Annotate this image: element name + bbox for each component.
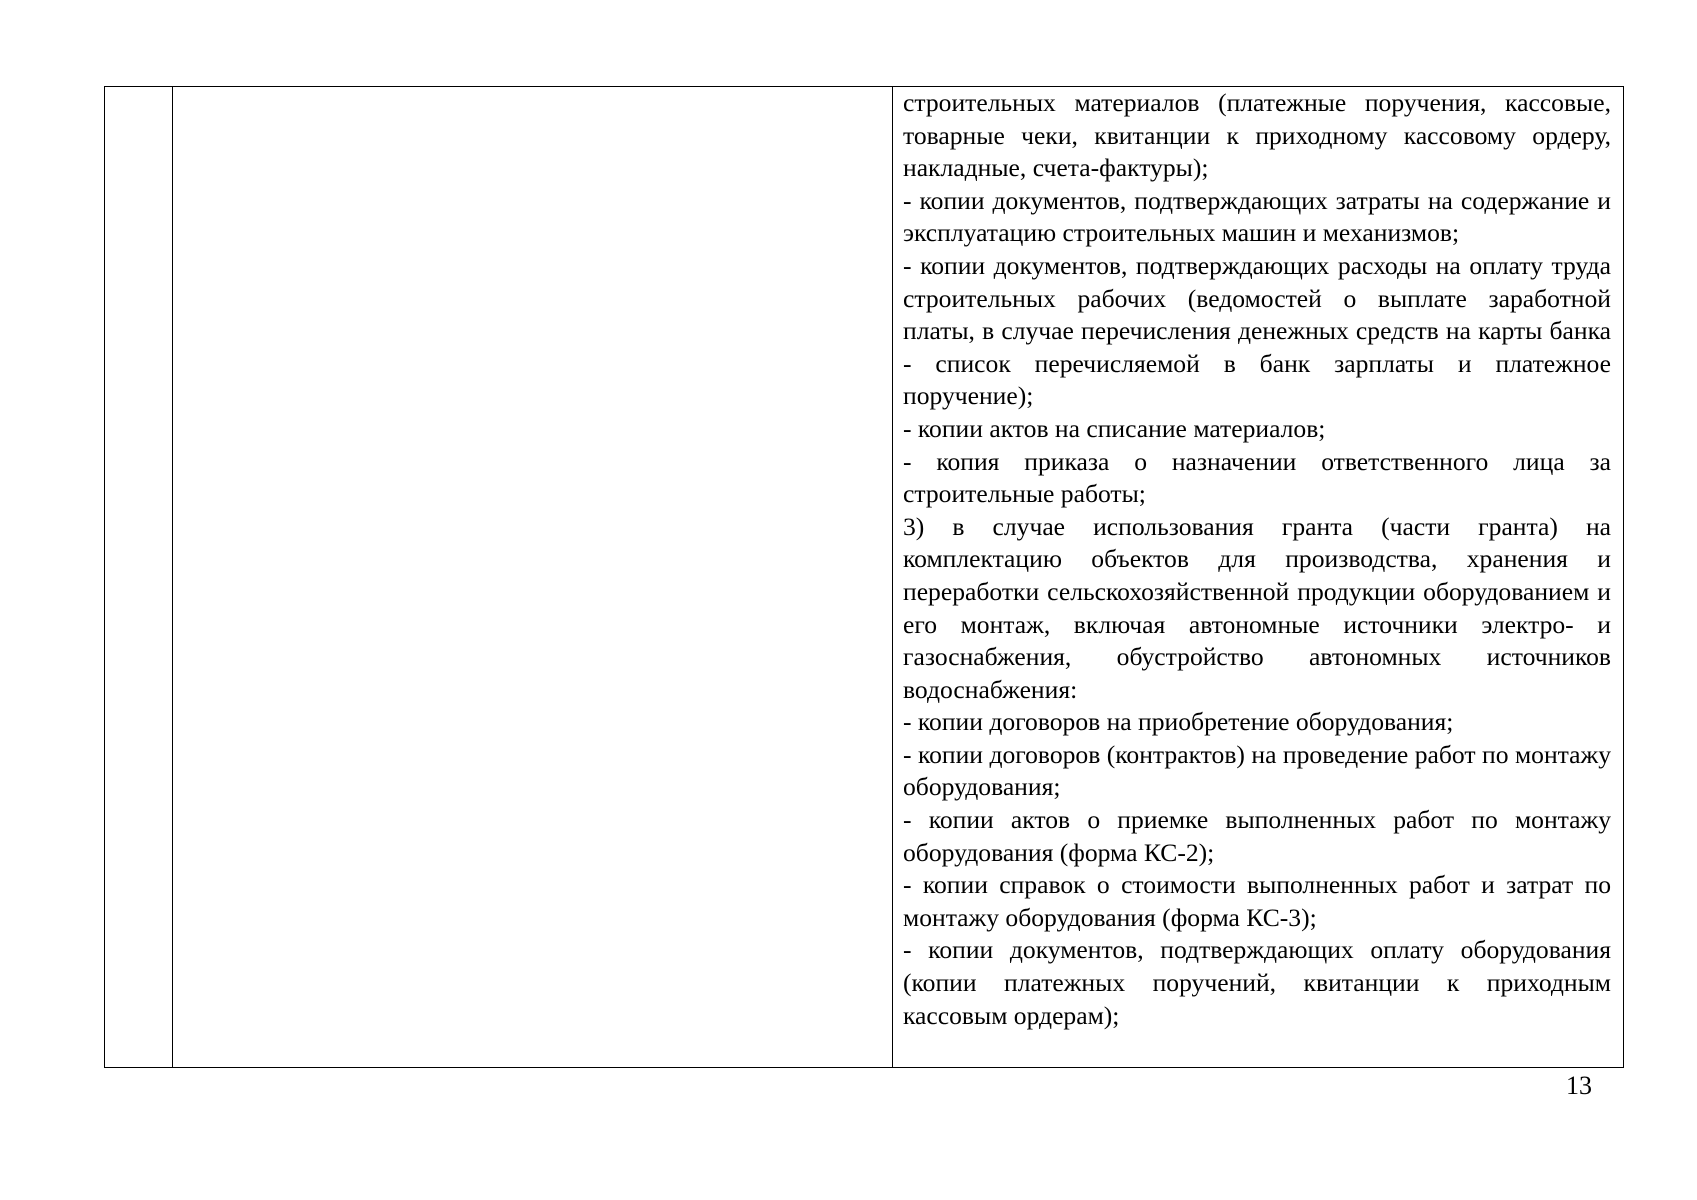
documents-paragraph: - копии актов на списание материалов; <box>903 413 1326 443</box>
documents-paragraph: - копии документов, подтверждающих затраты на содержание и эксплуатацию строительных машин и механизмов; <box>903 185 1611 248</box>
documents-paragraph: - копия приказа о назначении ответственного лица за строительные работы; <box>903 446 1611 509</box>
table-cell-name <box>173 87 893 1067</box>
document-table <box>104 86 1624 1068</box>
documents-paragraph: - копии актов о приемке выполненных работ по монтажу оборудования (форма КС-2); <box>903 805 1611 867</box>
documents-paragraph: - копии договоров (контрактов) на проведение работ по монтажу оборудования; <box>903 739 1611 802</box>
table-cell-number <box>105 87 173 1067</box>
documents-paragraph: строительных материалов (платежные поручения, кассовые, товарные чеки, квитанции к приходному кассовому ордеру, накладные, счета-фактуры); <box>903 88 1611 183</box>
documents-paragraph: - копии документов, подтверждающих оплату оборудования (копии платежных поручений, квитанции к приходным кассовым ордерам); <box>903 935 1611 1030</box>
documents-paragraph: - копии справок о стоимости выполненных работ и затрат по монтажу оборудования (форма КС-3); <box>903 870 1611 932</box>
table-cell-documents <box>893 87 1623 1067</box>
documents-paragraph: - копии документов, подтверждающих расходы на оплату труда строительных рабочих (ведомостей о выплате заработной платы, в случае перечисления денежных средств на карты банка - список перечисляемой в банк зарплаты и платежное поручение); <box>903 250 1611 411</box>
documents-paragraph: 3) в случае использования гранта (части гранта) на комплектацию объектов для производства, хранения и переработки сельскохозяйственной продукции оборудованием и его монтаж, включая автономные источники электро- и газоснабжения, обустройство автономных источников водоснабжения: <box>903 511 1611 704</box>
page-number: 13 <box>1566 1071 1592 1100</box>
documents-paragraph: - копии договоров на приобретение оборудования; <box>903 707 1454 737</box>
